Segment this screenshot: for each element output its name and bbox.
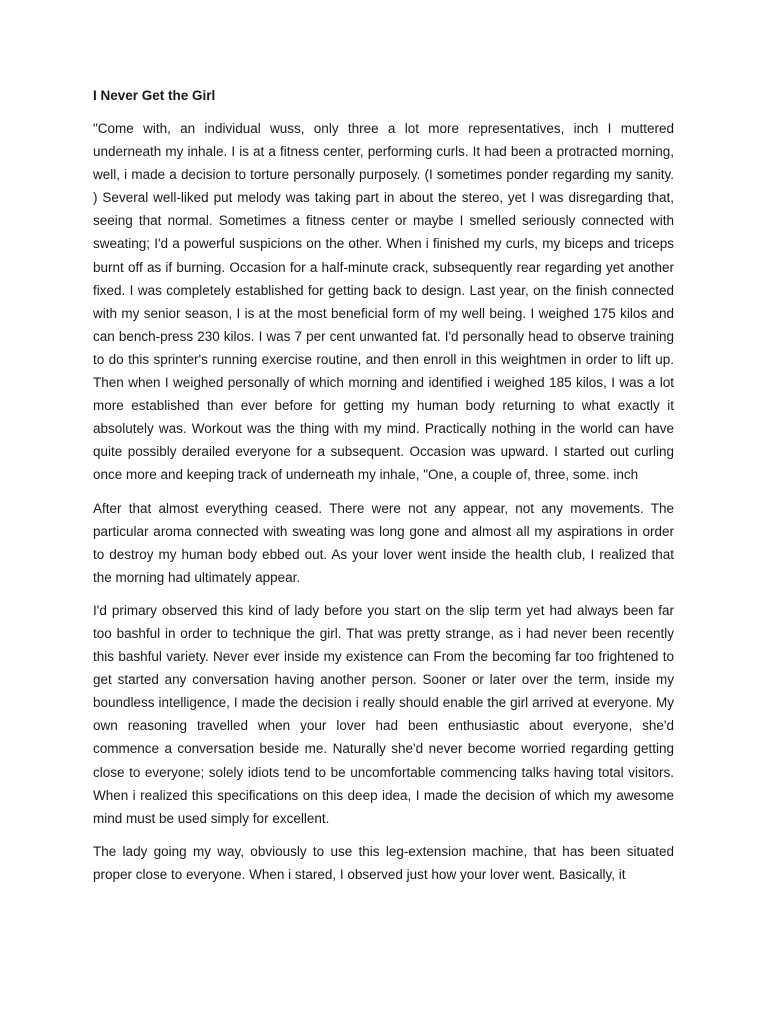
- document-page: [93, 84, 674, 896]
- paragraph-3: I'd primary observed this kind of lady before you start on the slip term yet had always been far too bashful in order to technique the girl. That was pretty strange, as i had never been recently this bashful variety. Never ever inside my existence can From the becoming far too frightened to get started any conversation having another person. Sooner or later over the term, inside my boundless intelligence, I made the decision i really should enable the girl arrived at everyone. My own reasoning travelled when your lover had been enthusiastic about everyone, she'd commence a conversation beside me. Naturally she'd never become worried regarding getting close to everyone; solely idiots tend to be uncomfortable commencing talks having total visitors. When i realized this specifications on this deep idea, I made the decision of which my awesome mind must be used simply for excellent.: [93, 602, 674, 826]
- paragraph-2: After that almost everything ceased. There were not any appear, not any movements. The particular aroma connected with sweating was long gone and almost all my aspirations in order to destroy my human body ebbed out. As your lover went inside the health club, I realized that the morning had ultimately appear.: [93, 500, 674, 585]
- paragraph-4: The lady going my way, obviously to use this leg-extension machine, that has been situated proper close to everyone. When i stared, I observed just how your lover went. Basically, it: [93, 843, 674, 882]
- document-title: I Never Get the Girl: [93, 88, 216, 103]
- paragraph-1: "Come with, an individual wuss, only three a lot more representatives, inch I muttered underneath my inhale. I is at a fitness center, performing curls. It had been a protracted morning, well, i made a decision to torture personally purposely. (I sometimes ponder regarding my sanity. ) Several well-liked put melody was taking part in about the stereo, yet I was disregarding that, seeing that normal. Sometimes a fitness center or maybe I smelled seriously connected with sweating; I'd a powerful suspicions on the other. When i finished my curls, my biceps and triceps burnt off as if burning. Occasion for a half-minute crack, subsequently rear regarding yet another fixed. I was completely established for getting back to design. Last year, on the finish connected with my senior season, I is at the most beneficial form of my well being. I weighed 175 kilos and can bench-press 230 kilos. I was 7 per cent unwanted fat. I'd personally head to observe training to do this sprinter's running exercise routine, and then enroll in this weightmen in order to lift up. Then when I weighed personally of which morning and identified i weighed 185 kilos, I was a lot more established than ever before for getting my human body returning to what exactly it absolutely was. Workout was the thing with my mind. Practically nothing in the world can have quite possibly derailed everyone for a subsequent. Occasion was upward. I started out curling once more and keeping track of underneath my inhale, "One, a couple of, three, some. inch: [93, 121, 674, 483]
